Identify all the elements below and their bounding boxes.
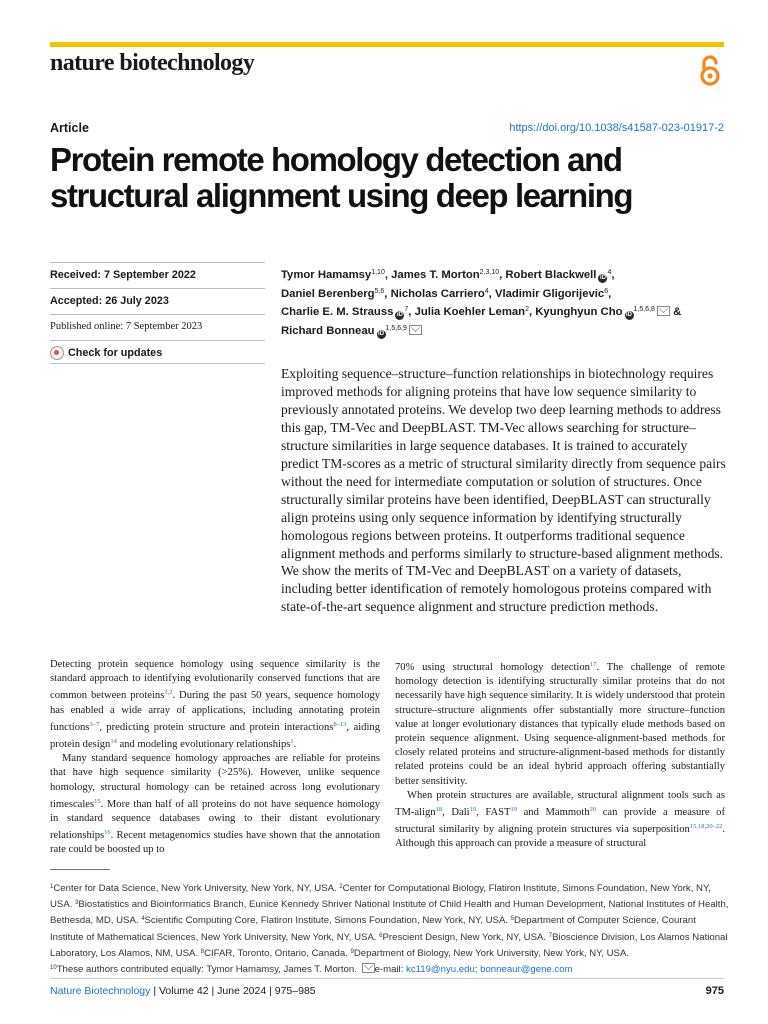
journal-name: nature biotechnology bbox=[50, 50, 255, 76]
meta-divider bbox=[50, 340, 265, 341]
received-date: Received: 7 September 2022 bbox=[50, 269, 196, 281]
crossmark-icon bbox=[50, 346, 64, 360]
email-link[interactable]: bonneaur@gene.com bbox=[480, 964, 573, 976]
title-line-2: structural alignment using deep learning bbox=[50, 177, 633, 214]
email-icon[interactable] bbox=[657, 306, 670, 316]
check-updates-label: Check for updates bbox=[68, 347, 163, 359]
article-type: Article bbox=[50, 121, 89, 135]
page-number: 975 bbox=[705, 985, 724, 997]
accepted-date: Accepted: 26 July 2023 bbox=[50, 295, 169, 307]
title-line-1: Protein remote homology detection and bbox=[50, 141, 622, 178]
abstract: Exploiting sequence–structure–function relationships in biotechnology requires improved methods for aligning proteins that have low sequence similarity to previously annotated proteins. We develop two deep learning methods to address this gap, TM-Vec and DeepBLAST. TM-Vec allows searching for structure–structure similarities in large sequence databases. It is trained to accurately predict TM-scores as a metric of structural similarity directly from sequence pairs without the need for intermediate computation or solution of structures. Once structurally similar proteins have been identified, DeepBLAST can structurally align proteins using only sequence information by identifying structurally homologous regions between proteins. It outperforms traditional sequence alignment methods and performs similarly to structure-based alignment methods. We show the merits of TM-Vec and DeepBLAST on a variety of datasets, including better identification of remotely homologous proteins compared with state-of-the-art sequence alignment and structure prediction methods. bbox=[281, 366, 726, 615]
reference-link[interactable]: 15,18,20–22 bbox=[689, 823, 723, 831]
body-column-right: 70% using structural homology detection$^{17}$. The challenge of remote homology detection is identifying structurally similar proteins that do not necessarily have high sequence similarity. It is widely understood that protein structure–structure alignments offer substantially more structure–function value at longer evolutionary distances that typically elude methods based on protein sequence alignment. Using sequence-alignment-based methods for closely related proteins and structure-alignment-based methods for distantly related proteins could be an ideal hybrid approach offering substantially better sensitivity. When protein structures are available, structural alignment tools such as TM-align$^{18}$, Dali$^{19}$, FAST$^{19}$ and Mammoth$^{20}$ can provide a measure of structural similarity by aligning protein structures via superposition$^{15,18,20-22}$. Although this approach can provide a measure of structural bbox=[395, 661, 726, 850]
meta-divider bbox=[50, 314, 265, 315]
footer-journal-link[interactable]: Nature Biotechnology bbox=[50, 985, 151, 997]
open-access-icon bbox=[697, 55, 723, 87]
journal-color-bar bbox=[50, 42, 724, 47]
orcid-icon[interactable]: iD bbox=[396, 312, 403, 318]
meta-divider bbox=[50, 288, 265, 289]
author-name[interactable]: Richard Bonneau bbox=[281, 324, 375, 337]
email-icon[interactable] bbox=[409, 325, 422, 335]
reference-link[interactable]: 16 bbox=[104, 829, 111, 837]
author-name[interactable]: Tymor Hamamsy bbox=[281, 269, 372, 281]
published-date: Published online: 7 September 2023 bbox=[50, 321, 203, 332]
author-name[interactable]: Charlie E. M. Strauss bbox=[281, 306, 394, 318]
footer-divider bbox=[50, 978, 724, 979]
author-name[interactable]: Robert Blackwell bbox=[505, 269, 597, 281]
author-name[interactable]: James T. Morton bbox=[391, 269, 480, 281]
orcid-icon[interactable]: iD bbox=[626, 312, 632, 318]
author-name[interactable]: Vladimir Gligorijevic bbox=[494, 287, 605, 300]
footer-citation bbox=[50, 985, 316, 997]
reference-link[interactable]: 18 bbox=[435, 806, 443, 814]
email-icon bbox=[362, 963, 375, 973]
orcid-icon[interactable]: iD bbox=[599, 275, 606, 281]
reference-link[interactable]: 8–13 bbox=[333, 720, 347, 728]
reference-link[interactable]: 19 bbox=[510, 806, 517, 814]
paper-title bbox=[50, 142, 740, 214]
affiliations: $^1$Center for Data Science, New York University, New York, NY, USA. $^2$Center for Computational Biology, Flatiron Institute, Simons Foundation, New York, NY, USA. $^3$Biostatistics and Bioinformatics Branch, Eunice Kennedy Shriver National Institute of Child Health and Human Development, National Institutes of Health, Bethesda, MD, USA. $^4$Scientific Computing Core, Flatiron Institute, Simons Foundation, New York, NY, USA. $^5$Department of Computer Science, Courant Institute of Mathematical Sciences, New York University, New York, NY, USA. $^6$Prescient Design, New York, NY, USA. $^7$Bioscience Division, Los Alamos National Laboratory, Los Alamos, NM, USA. $^8$CIFAR, Toronto, Ontario, Canada. $^9$Department of Biology, New York University, New York, NY, USA. $^{10}$These authors contributed equally: Tymor Hamamsy, James T. Morton. e-mail: kc119@nyu.edu; bonneaur@gene.com bbox=[50, 883, 729, 976]
author-name[interactable]: Daniel Berenberg bbox=[281, 287, 375, 300]
reference-link[interactable]: 17 bbox=[589, 661, 597, 668]
meta-divider bbox=[50, 363, 265, 364]
reference-link[interactable]: 19 bbox=[469, 806, 477, 814]
check-updates-button[interactable] bbox=[50, 346, 162, 360]
orcid-icon[interactable]: iD bbox=[378, 330, 385, 337]
body-column-left: Detecting protein sequence homology using sequence similarity is the standard approach to identifying evolutionarily conserved functions that are common between proteins$^{1,2}$. During the past 50 years, sequence homology has enabled a wide array of applications, including annotating protein functions$^{3-7}$, predicting protein structure and protein interactions$^{8-13}$, aiding protein design$^{14}$ and modeling evolutionary relationships$^1$. Many standard sequence homology approaches are reliable for proteins that have high sequence similarity (>25%). However, unlike sequence homology, structural homology can be retained across long evolutionary timescales$^{15}$. More than half of all proteins do not have sequence homology in standard sequence databases owing to their distant evolutionary relationships$^{16}$. Recent metagenomics studies have shown that the annotation rate could be boosted up to bbox=[50, 659, 381, 856]
reference-link[interactable]: 3–7 bbox=[89, 720, 100, 728]
author-list: Tymor Hamamsy$^{1,10}$, James T. Morton$^{2,3,10}$, Robert Blackwell $iD^4$, Daniel Berenberg$^{5,6}$, Nicholas Carriero$^4$, Vladimir Gligorijevic$^6$, Charlie E. M. Strauss $iD^7$, Julia Koehler Leman$^2$, Kyunghyun Cho iD$^{1,5,6,8}$ & Richard Bonneau iD$^{1,5,6,9}$ bbox=[281, 269, 682, 337]
author-name[interactable]: Kyunghyun Cho bbox=[535, 306, 623, 318]
author-name[interactable]: Julia Koehler Leman bbox=[414, 306, 526, 318]
doi-link[interactable]: https://doi.org/10.1038/s41587-023-01917-2 bbox=[509, 122, 724, 134]
reference-link[interactable]: 1,2 bbox=[164, 689, 173, 697]
footnote-divider bbox=[50, 869, 110, 870]
footer-issue: | Volume 42 | June 2024 | 975–985 bbox=[150, 985, 316, 997]
author-name[interactable]: Nicholas Carriero bbox=[390, 287, 485, 300]
reference-link[interactable]: 15 bbox=[94, 797, 101, 805]
reference-link[interactable]: 20 bbox=[589, 806, 597, 814]
meta-divider bbox=[50, 262, 265, 263]
reference-link[interactable]: 14 bbox=[110, 738, 117, 746]
email-link[interactable]: kc119@nyu.edu bbox=[406, 964, 475, 976]
reference-link[interactable]: 1 bbox=[290, 738, 294, 746]
